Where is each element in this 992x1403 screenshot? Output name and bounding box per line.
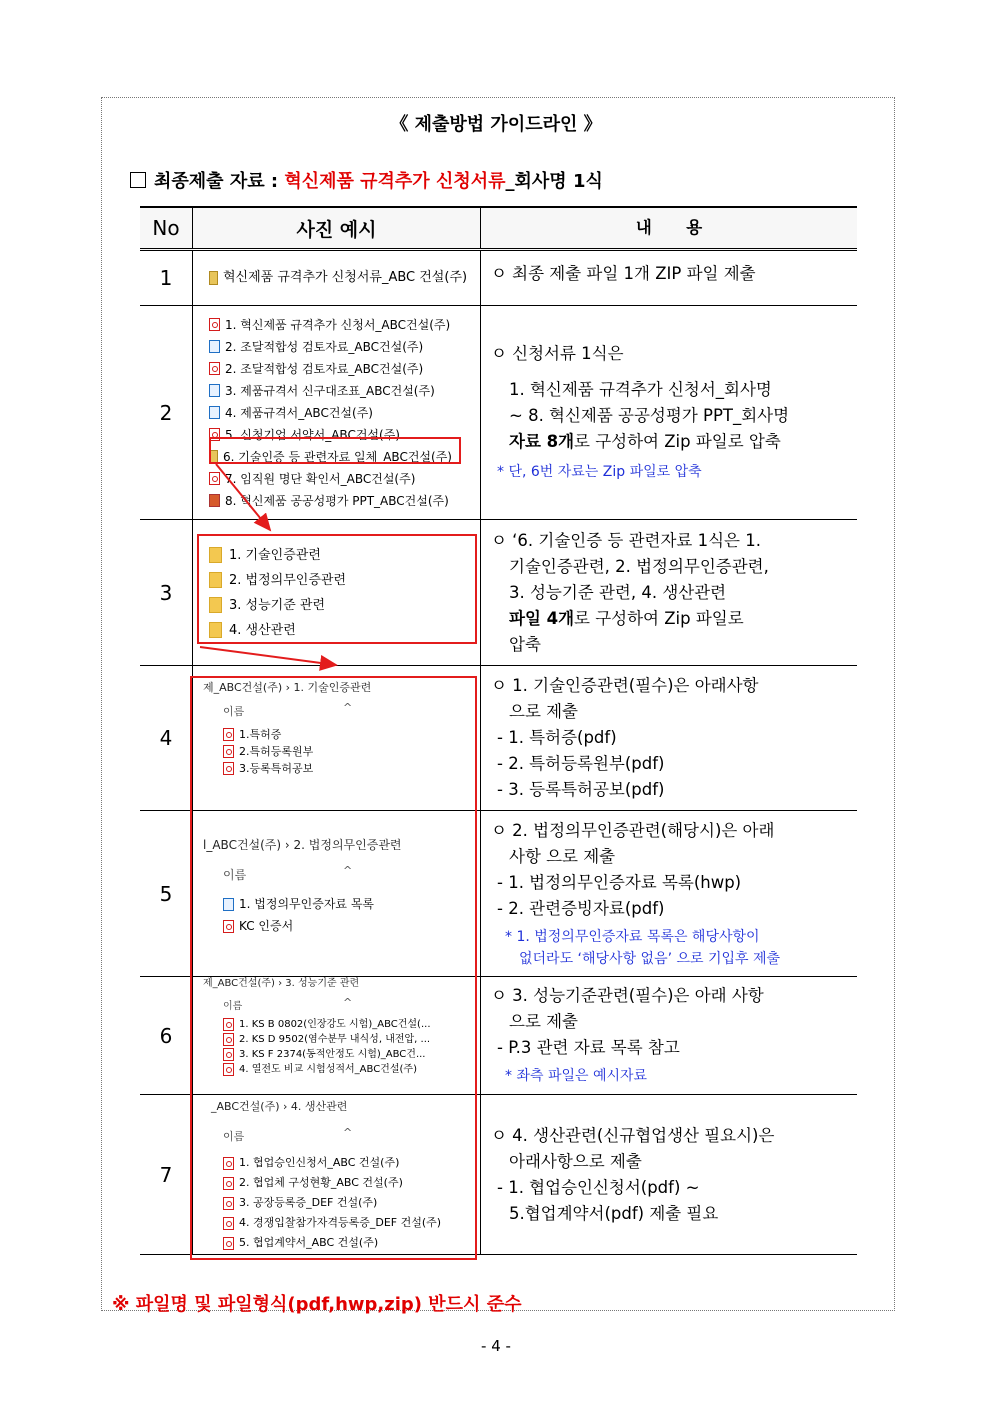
content-cell: ㅇ 최종 제출 파일 1개 ZIP 파일 제출 bbox=[481, 250, 858, 306]
content-cell: ㅇ 4. 생산관련(신규협업생산 필요시)은 아래사항으로 제출 - 1. 협업승인신청서(pdf) ~ 5.협업계약서(pdf) 제출 필요 bbox=[481, 1095, 858, 1255]
heading-highlight: 혁신제품 규격추가 신청서류 bbox=[284, 171, 506, 192]
page-title: 《 제출방법 가이드라인 》 bbox=[390, 114, 602, 135]
header-photo: 사진 예시 bbox=[193, 207, 481, 250]
list-item: 3.등록특허공보 bbox=[223, 760, 480, 777]
breadcrumb: 제_ABC건설(주) › 1. 기술인증관련 bbox=[203, 681, 372, 694]
content-cell: ㅇ ‘6. 기술인증 등 관련자료 1식은 1. 기술인증관련, 2. 법정의무인증관련, 3. 성능기준 관련, 4. 생산관련 파일 4개로 구성하여 Zip 파일로 압축 bbox=[481, 520, 858, 666]
sort-caret-icon: ^ bbox=[343, 701, 353, 714]
list-item: 2.특허등록원부 bbox=[223, 743, 480, 760]
row-no: 7 bbox=[140, 1095, 193, 1255]
row-no: 5 bbox=[140, 811, 193, 977]
list-item: 4. 생산관련 bbox=[209, 618, 480, 643]
sort-caret-icon: ^ bbox=[343, 864, 353, 877]
breadcrumb: l_ABC건설(주) › 2. 법정의무인증관련 bbox=[203, 838, 402, 852]
content-cell: ㅇ 2. 법정의무인증관련(해당시)은 아래 사항 으로 제출 - 1. 법정의무인증자료 목록(hwp) - 2. 관련증빙자료(pdf) * 1. 법정의무인증자료 목록은 해당사항이 없더라도 ‘해당사항 없음’ 으로 기입후 제출 bbox=[481, 811, 858, 977]
list-item: 4. 제품규격서_ABC건설(주) bbox=[209, 402, 480, 424]
row-no: 2 bbox=[140, 306, 193, 520]
note-text: 없더라도 ‘해당사항 없음’ 으로 기입후 제출 bbox=[519, 950, 781, 967]
list-item: 혁신제품 규격추가 신청서류_ABC 건설(주) bbox=[209, 267, 480, 289]
breadcrumb: 제_ABC건설(주) › 3. 성능기준 관련 bbox=[203, 978, 360, 989]
list-item: 1. 법정의무인증자료 목록 bbox=[223, 893, 480, 915]
list-item: 5. 협업계약서_ABC 건설(주) bbox=[223, 1233, 480, 1253]
list-item: 6. 기술인증 등 관련자료 일체_ABC건설(주) bbox=[209, 446, 480, 468]
row-no: 1 bbox=[140, 250, 193, 306]
heading-prefix: 최종제출 자료 : bbox=[154, 171, 285, 192]
list-item: 1.특허증 bbox=[223, 726, 480, 743]
column-header-name: 이름 ^ bbox=[193, 997, 480, 1017]
list-item: 3. 성능기준 관련 bbox=[209, 593, 480, 618]
list-item: 7. 임직원 명단 확인서_ABC건설(주) bbox=[209, 468, 480, 490]
list-item: 2. 법정의무인증관련 bbox=[209, 568, 480, 593]
list-item: 1. 혁신제품 규격추가 신청서_ABC건설(주) bbox=[209, 314, 480, 336]
list-item: 5. 신청기업 서약서_ABC건설(주) bbox=[209, 424, 480, 446]
list-item: 1. 기술인증관련 bbox=[209, 543, 480, 568]
sort-caret-icon: ^ bbox=[343, 996, 353, 1009]
arrow-icon bbox=[216, 464, 270, 530]
list-item: 4. 열전도 비교 시험성적서_ABC건설(주) bbox=[223, 1062, 480, 1077]
breadcrumb: _ABC건설(주) › 4. 생산관련 bbox=[211, 1100, 348, 1113]
list-item: KC 인증서 bbox=[223, 915, 480, 937]
row-no: 4 bbox=[140, 666, 193, 811]
list-item: 2. 협업체 구성현황_ABC 건설(주) bbox=[223, 1173, 480, 1193]
footnote: ※ 파일명 및 파일형식(pdf,hwp,zip) 반드시 준수 bbox=[112, 1294, 522, 1315]
list-item: 3. 공장등록증_DEF 건설(주) bbox=[223, 1193, 480, 1213]
note-text: * 좌측 파일은 예시자료 bbox=[505, 1067, 648, 1084]
note-text: * 단, 6번 자료는 Zip 파일로 압축 bbox=[497, 463, 702, 480]
header-content: 내 용 bbox=[481, 207, 858, 250]
list-item: 2. 조달적합성 검토자료_ABC건설(주) bbox=[209, 358, 480, 380]
list-item: 3. 제품규격서 신구대조표_ABC건설(주) bbox=[209, 380, 480, 402]
arrow-icon bbox=[200, 647, 336, 665]
row-no: 6 bbox=[140, 977, 193, 1095]
column-header-name: 이름 ^ bbox=[193, 865, 480, 885]
content-cell: ㅇ 신청서류 1식은 1. 혁신제품 규격추가 신청서_회사명 ~ 8. 혁신제품 공공성평가 PPT_회사명 자료 8개로 구성하여 Zip 파일로 압축 * 단, 6번 자료는 Zip 파일로 압축 bbox=[481, 306, 858, 520]
column-header-name: 이름 ^ bbox=[193, 702, 480, 722]
heading-suffix: _회사명 1식 bbox=[505, 171, 603, 192]
sort-caret-icon: ^ bbox=[343, 1126, 353, 1139]
list-item: 8. 혁신제품 공공성평가 PPT_ABC건설(주) bbox=[209, 490, 480, 512]
page-number: - 4 - bbox=[481, 1337, 511, 1355]
header-no: No bbox=[140, 207, 193, 250]
list-item: 2. KS D 9502(염수분무 내식성, 내전압, ... bbox=[223, 1032, 480, 1047]
list-item: 2. 조달적합성 검토자료_ABC건설(주) bbox=[209, 336, 480, 358]
note-text: * 1. 법정의무인증자료 목록은 해당사항이 bbox=[505, 928, 760, 945]
list-item: 1. 협업승인신청서_ABC 건설(주) bbox=[223, 1153, 480, 1173]
content-cell: ㅇ 1. 기술인증관련(필수)은 아래사항 으로 제출 - 1. 특허증(pdf) - 2. 특허등록원부(pdf) - 3. 등록특허공보(pdf) bbox=[481, 666, 858, 811]
content-cell: ㅇ 3. 성능기준관련(필수)은 아래 사항 으로 제출 - P.3 관련 자료 목록 참고 * 좌측 파일은 예시자료 bbox=[481, 977, 858, 1095]
list-item: 3. KS F 2374(동적안정도 시험)_ABC건... bbox=[223, 1047, 480, 1062]
list-item: 1. KS B 0802(인장강도 시험)_ABC건설(... bbox=[223, 1017, 480, 1032]
list-item: 4. 경쟁입찰참가자격등록증_DEF 건설(주) bbox=[223, 1213, 480, 1233]
column-header-name: 이름 ^ bbox=[193, 1127, 480, 1147]
row-no: 3 bbox=[140, 520, 193, 666]
